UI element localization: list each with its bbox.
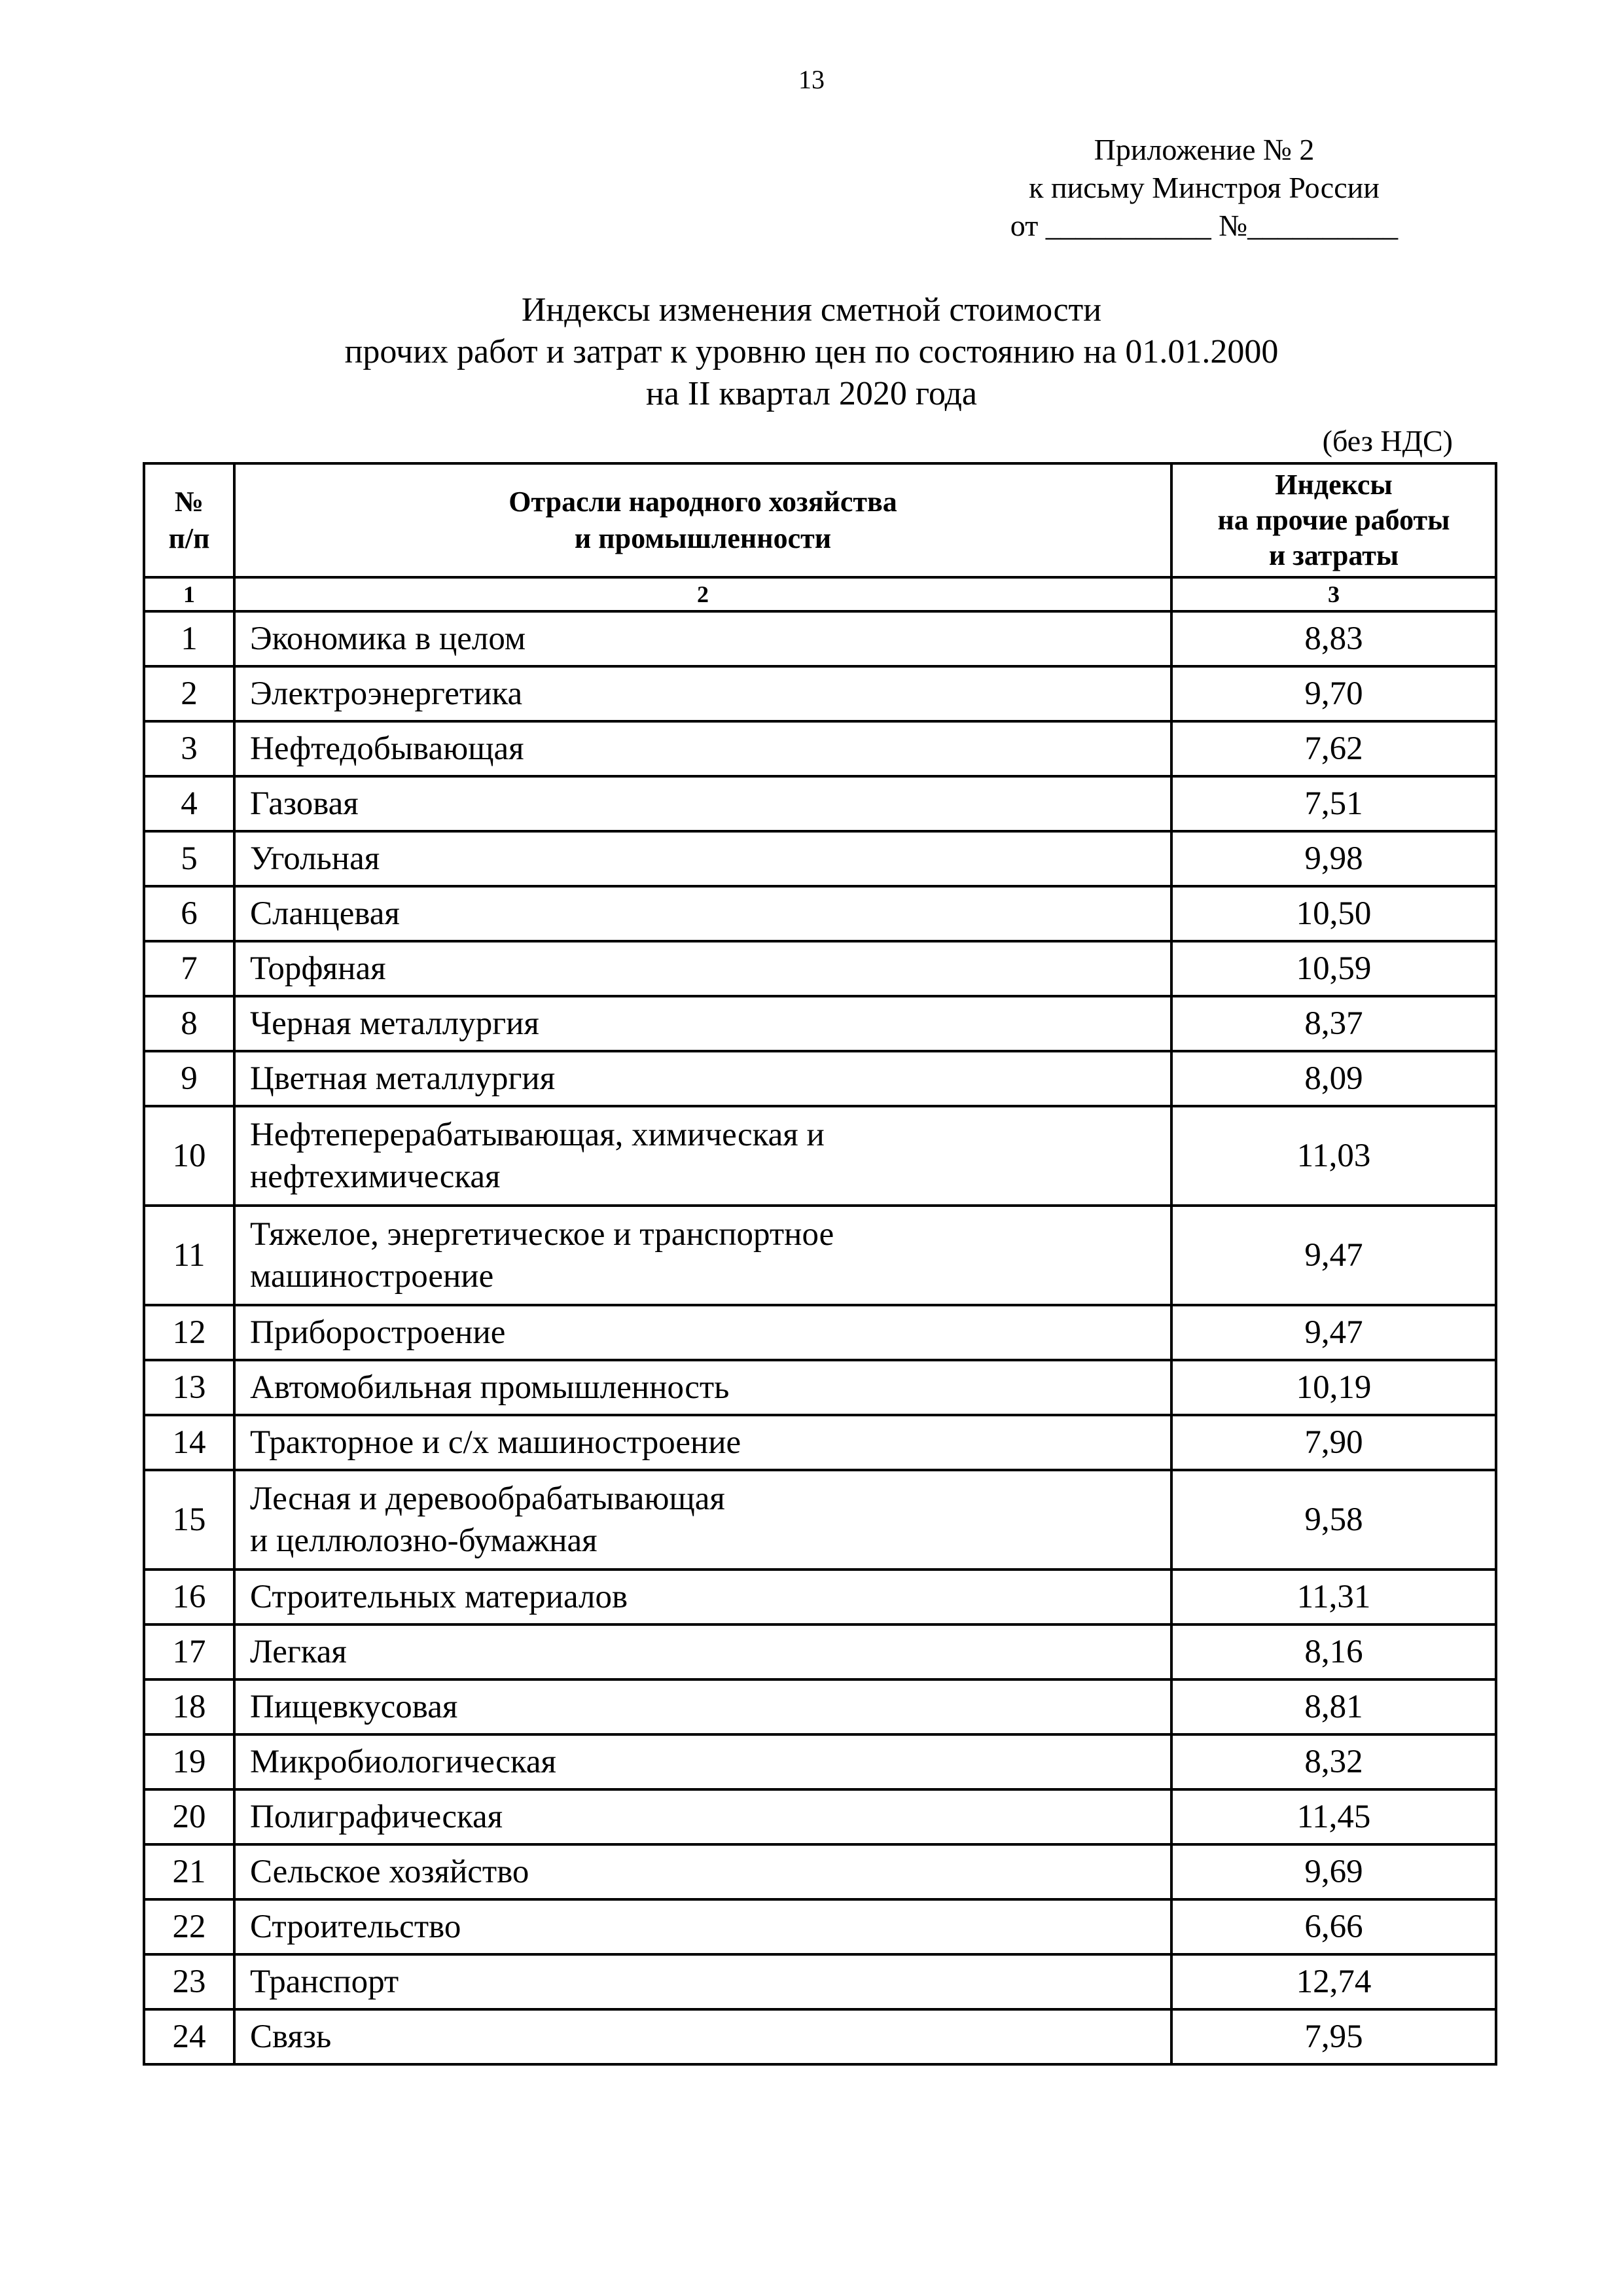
table-row: [144, 1051, 1496, 1106]
table-row: [144, 1470, 1496, 1570]
title-line-1: Индексы изменения сметной стоимости: [521, 291, 1102, 329]
table-row: [144, 1679, 1496, 1734]
column-number-1: 1: [144, 577, 234, 611]
row-number: 20: [144, 1789, 234, 1844]
index-table: [143, 462, 1497, 2066]
row-industry: [234, 1106, 1171, 1206]
row-industry-line-1: Полиграфическая: [250, 1799, 503, 1835]
row-number: 8: [144, 996, 234, 1051]
table-row: [144, 1734, 1496, 1789]
row-industry-line-1: Экономика в целом: [250, 620, 526, 657]
table-row: [144, 2009, 1496, 2064]
table-row: [144, 831, 1496, 886]
row-industry-line-1: Строительных материалов: [250, 1579, 628, 1615]
column-number-row: [144, 577, 1496, 611]
header-number: [144, 463, 234, 577]
row-number: 10: [144, 1106, 234, 1206]
table-row: [144, 1360, 1496, 1415]
table-row: [144, 1570, 1496, 1624]
row-industry-line-1: Угольная: [250, 840, 380, 877]
table-row: [144, 666, 1496, 721]
row-number: 4: [144, 776, 234, 831]
row-industry: [234, 1360, 1171, 1415]
row-index-value: 11,31: [1171, 1570, 1496, 1624]
table-row: [144, 886, 1496, 941]
table-row: [144, 1899, 1496, 1954]
row-number: 15: [144, 1470, 234, 1570]
header-index-line-3: и затраты: [1268, 539, 1399, 571]
table-row: [144, 776, 1496, 831]
row-index-value: 9,58: [1171, 1470, 1496, 1570]
row-industry: [234, 666, 1171, 721]
row-index-value: 9,98: [1171, 831, 1496, 886]
row-industry: [234, 1305, 1171, 1360]
row-number: 16: [144, 1570, 234, 1624]
row-index-value: 8,37: [1171, 996, 1496, 1051]
row-industry-line-1: Сельское хозяйство: [250, 1854, 529, 1890]
row-number: 24: [144, 2009, 234, 2064]
row-industry-line-1: Тракторное и с/х машиностроение: [250, 1424, 741, 1461]
row-industry: [234, 1734, 1171, 1789]
row-industry-line-1: Сланцевая: [250, 895, 400, 932]
row-industry: [234, 1470, 1171, 1570]
column-number-3: 3: [1171, 577, 1496, 611]
table-row: [144, 1954, 1496, 2009]
appendix-block: [969, 131, 1440, 245]
row-industry: [234, 1206, 1171, 1305]
row-industry: [234, 831, 1171, 886]
row-number: 7: [144, 941, 234, 996]
row-index-value: 9,69: [1171, 1844, 1496, 1899]
row-index-value: 7,90: [1171, 1415, 1496, 1470]
row-number: 1: [144, 611, 234, 666]
header-index-line-1: Индексы: [1275, 469, 1393, 501]
row-number: 6: [144, 886, 234, 941]
row-index-value: 8,83: [1171, 611, 1496, 666]
row-index-value: 10,59: [1171, 941, 1496, 996]
table-row: [144, 1789, 1496, 1844]
row-industry: [234, 1954, 1171, 2009]
row-index-value: 9,47: [1171, 1305, 1496, 1360]
row-number: 17: [144, 1624, 234, 1679]
row-industry-line-1: Газовая: [250, 785, 359, 822]
row-number: 2: [144, 666, 234, 721]
row-industry-line-1: Электроэнергетика: [250, 675, 523, 712]
row-index-value: 11,45: [1171, 1789, 1496, 1844]
table-row: [144, 1106, 1496, 1206]
row-number: 5: [144, 831, 234, 886]
column-number-2: 2: [234, 577, 1171, 611]
row-industry: [234, 1679, 1171, 1734]
row-index-value: 8,81: [1171, 1679, 1496, 1734]
row-industry: [234, 611, 1171, 666]
row-index-value: 10,19: [1171, 1360, 1496, 1415]
table-header-row: [144, 463, 1496, 577]
row-industry-line-2: и целлюлозно-бумажная: [250, 1522, 597, 1559]
row-index-value: 8,09: [1171, 1051, 1496, 1106]
row-industry: [234, 1844, 1171, 1899]
row-industry: [234, 721, 1171, 776]
row-industry-line-2: нефтехимическая: [250, 1158, 501, 1195]
row-index-value: 8,32: [1171, 1734, 1496, 1789]
row-number: 22: [144, 1899, 234, 1954]
row-industry-line-2: машиностроение: [250, 1258, 494, 1295]
row-industry: [234, 1899, 1171, 1954]
row-industry-line-1: Микробиологическая: [250, 1744, 556, 1780]
table-row: [144, 1206, 1496, 1305]
row-index-value: 8,16: [1171, 1624, 1496, 1679]
row-industry: [234, 1570, 1171, 1624]
table-row: [144, 1415, 1496, 1470]
row-index-value: 11,03: [1171, 1106, 1496, 1206]
row-number: 14: [144, 1415, 234, 1470]
row-index-value: 10,50: [1171, 886, 1496, 941]
header-index: [1171, 463, 1496, 577]
row-industry-line-1: Цветная металлургия: [250, 1060, 556, 1097]
row-index-value: 7,51: [1171, 776, 1496, 831]
row-index-value: 9,70: [1171, 666, 1496, 721]
row-index-value: 12,74: [1171, 1954, 1496, 2009]
appendix-title: Приложение № 2: [1094, 133, 1315, 166]
row-number: 9: [144, 1051, 234, 1106]
table-row: [144, 611, 1496, 666]
header-number-line-2: п/п: [168, 522, 210, 554]
row-industry: [234, 1789, 1171, 1844]
row-number: 23: [144, 1954, 234, 2009]
row-industry-line-1: Автомобильная промышленность: [250, 1369, 730, 1406]
row-industry-line-1: Нефтедобывающая: [250, 730, 524, 767]
table-row: [144, 1844, 1496, 1899]
row-number: 12: [144, 1305, 234, 1360]
document-title: [0, 289, 1623, 415]
row-index-value: 9,47: [1171, 1206, 1496, 1305]
row-number: 18: [144, 1679, 234, 1734]
row-industry-line-1: Нефтеперерабатывающая, химическая и: [250, 1117, 825, 1153]
row-industry: [234, 776, 1171, 831]
row-industry-line-1: Приборостроение: [250, 1314, 506, 1351]
row-industry: [234, 1415, 1171, 1470]
title-line-2: прочих работ и затрат к уровню цен по состоянию на 01.01.2000: [344, 333, 1279, 370]
row-industry: [234, 886, 1171, 941]
row-industry-line-1: Легкая: [250, 1634, 347, 1670]
row-number: 11: [144, 1206, 234, 1305]
row-number: 19: [144, 1734, 234, 1789]
table-row: [144, 721, 1496, 776]
row-industry-line-1: Строительство: [250, 1909, 461, 1945]
row-industry: [234, 1051, 1171, 1106]
row-number: 21: [144, 1844, 234, 1899]
header-index-line-2: на прочие работы: [1217, 504, 1450, 536]
page-number: 13: [798, 65, 825, 94]
unit-note: (без НДС): [1322, 424, 1453, 457]
appendix-date-number: от ___________ №__________: [1010, 209, 1399, 242]
table-row: [144, 1305, 1496, 1360]
header-industry-line-2: и промышленности: [574, 522, 832, 554]
row-number: 3: [144, 721, 234, 776]
title-line-3: на II квартал 2020 года: [646, 375, 977, 412]
row-industry: [234, 941, 1171, 996]
row-industry-line-1: Тяжелое, энергетическое и транспортное: [250, 1216, 834, 1253]
header-number-line-1: №: [174, 486, 204, 518]
row-industry-line-1: Транспорт: [250, 1964, 399, 2000]
appendix-letter-ref: к письму Минстроя России: [1029, 171, 1380, 204]
row-industry: [234, 1624, 1171, 1679]
table-row: [144, 941, 1496, 996]
row-industry-line-1: Лесная и деревообрабатывающая: [250, 1480, 725, 1517]
row-industry: [234, 2009, 1171, 2064]
row-industry-line-1: Связь: [250, 2018, 332, 2055]
header-industry-line-1: Отрасли народного хозяйства: [508, 486, 897, 518]
row-industry: [234, 996, 1171, 1051]
row-industry-line-1: Торфяная: [250, 950, 386, 987]
header-industry: [234, 463, 1171, 577]
table-row: [144, 1624, 1496, 1679]
row-industry-line-1: Пищевкусовая: [250, 1689, 458, 1725]
table-row: [144, 996, 1496, 1051]
row-index-value: 7,95: [1171, 2009, 1496, 2064]
row-industry-line-1: Черная металлургия: [250, 1005, 539, 1042]
row-number: 13: [144, 1360, 234, 1415]
row-index-value: 7,62: [1171, 721, 1496, 776]
row-index-value: 6,66: [1171, 1899, 1496, 1954]
